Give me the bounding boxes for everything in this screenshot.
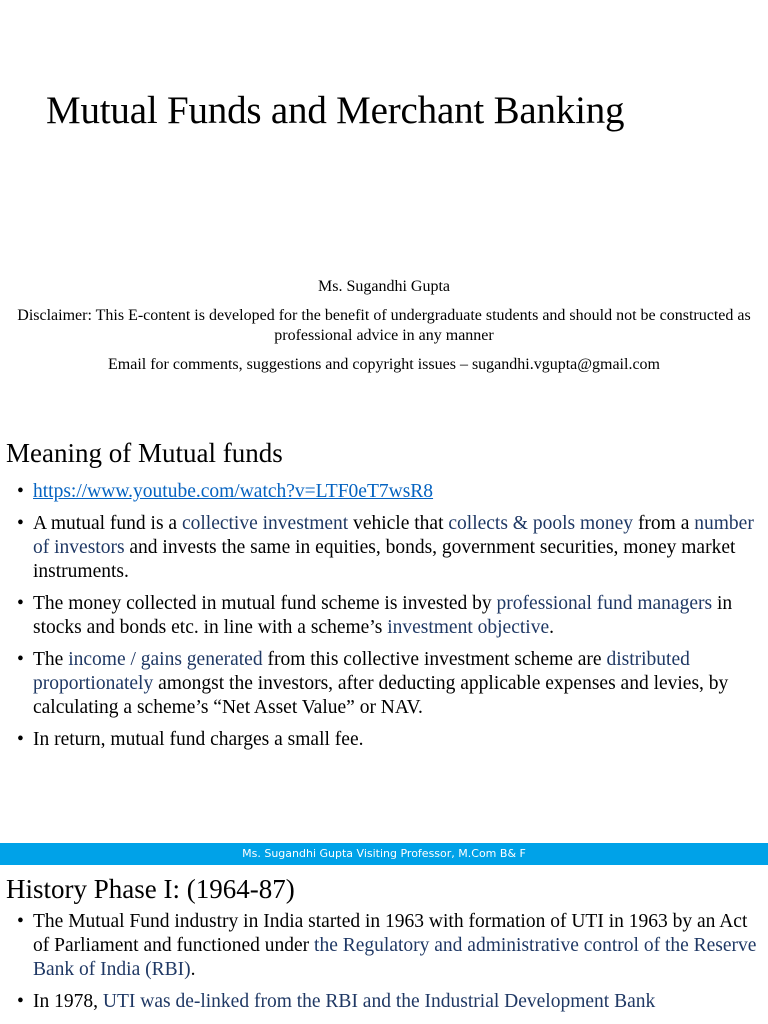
bullet-item [14,512,762,584]
bullet-item [14,592,762,640]
bullet-item [14,728,762,752]
disclaimer-text: Disclaimer: This E-content is developed for the benefit of undergraduate students and should not be constructed as professional advice in any manner [17,307,751,344]
bullet-list [14,480,762,760]
youtube-link[interactable]: https://www.youtube.com/watch?v=LTF0eT7wsR8 [33,481,434,502]
bullet-text: in stocks and bonds etc. in line with a scheme’s [33,593,733,638]
highlight-text: UTI was de-linked from the RBI and the Industrial Development Bank [102,991,656,1012]
meaning-slide [0,400,768,840]
bullet-text: and invests the same in equities, bonds, government securities, money market instruments. [33,537,736,582]
bullet-item [14,648,762,720]
highlight-text: collective investment [181,513,349,534]
slide-title: Meaning of Mutual funds [6,438,283,468]
bullet-text: In return, mutual fund charges a small fee. [33,729,364,750]
footer-bar: Ms. Sugandhi Gupta Visiting Professor, M.Com B& F [0,843,768,865]
bullet-item [14,910,762,982]
bullet-text: vehicle that [348,513,449,534]
contact-email-line: Email for comments, suggestions and copyright issues – sugandhi.vgupta@gmail.com [108,356,660,373]
bullet-text: A mutual fund is a [33,513,182,534]
bullet-text: . [549,617,554,638]
bullet-text: from a [633,513,695,534]
highlight-text: the Regulatory and administrative control of the Reserve Bank of India (RBI) [33,935,757,980]
highlight-text: professional fund managers [496,593,713,614]
bullet-text: amongst the investors, after deducting applicable expenses and levies, by calculating a scheme’s “Net Asset Value” or NAV. [33,673,729,718]
highlight-text: investment objective [387,617,550,638]
highlight-text: number of investors [33,513,754,558]
bullet-text: . [190,959,196,980]
bullet-item [14,990,762,1014]
highlight-text: income / gains generated [68,649,263,670]
highlight-text: distributed proportionately [33,649,690,694]
slide-title: History Phase I: (1964-87) [6,874,295,904]
bullet-list [14,910,762,1022]
bullet-text: The Mutual Fund industry in India started in 1963 with formation of UTI in 1963 by an Act of Parliament and functioned under [33,911,748,956]
highlight-text: collects & pools money [448,513,634,534]
bullet-text: In 1978, [33,991,103,1012]
bullet-text: from this collective investment scheme are [262,649,607,670]
title-slide [0,0,768,400]
author-name: Ms. Sugandhi Gupta [318,278,450,295]
bullet-item-link [14,480,762,504]
history-slide [0,866,768,1024]
bullet-text: The money collected in mutual fund scheme is invested by [33,593,497,614]
bullet-text: The [33,649,69,670]
presentation-title: Mutual Funds and Merchant Banking [46,89,625,132]
